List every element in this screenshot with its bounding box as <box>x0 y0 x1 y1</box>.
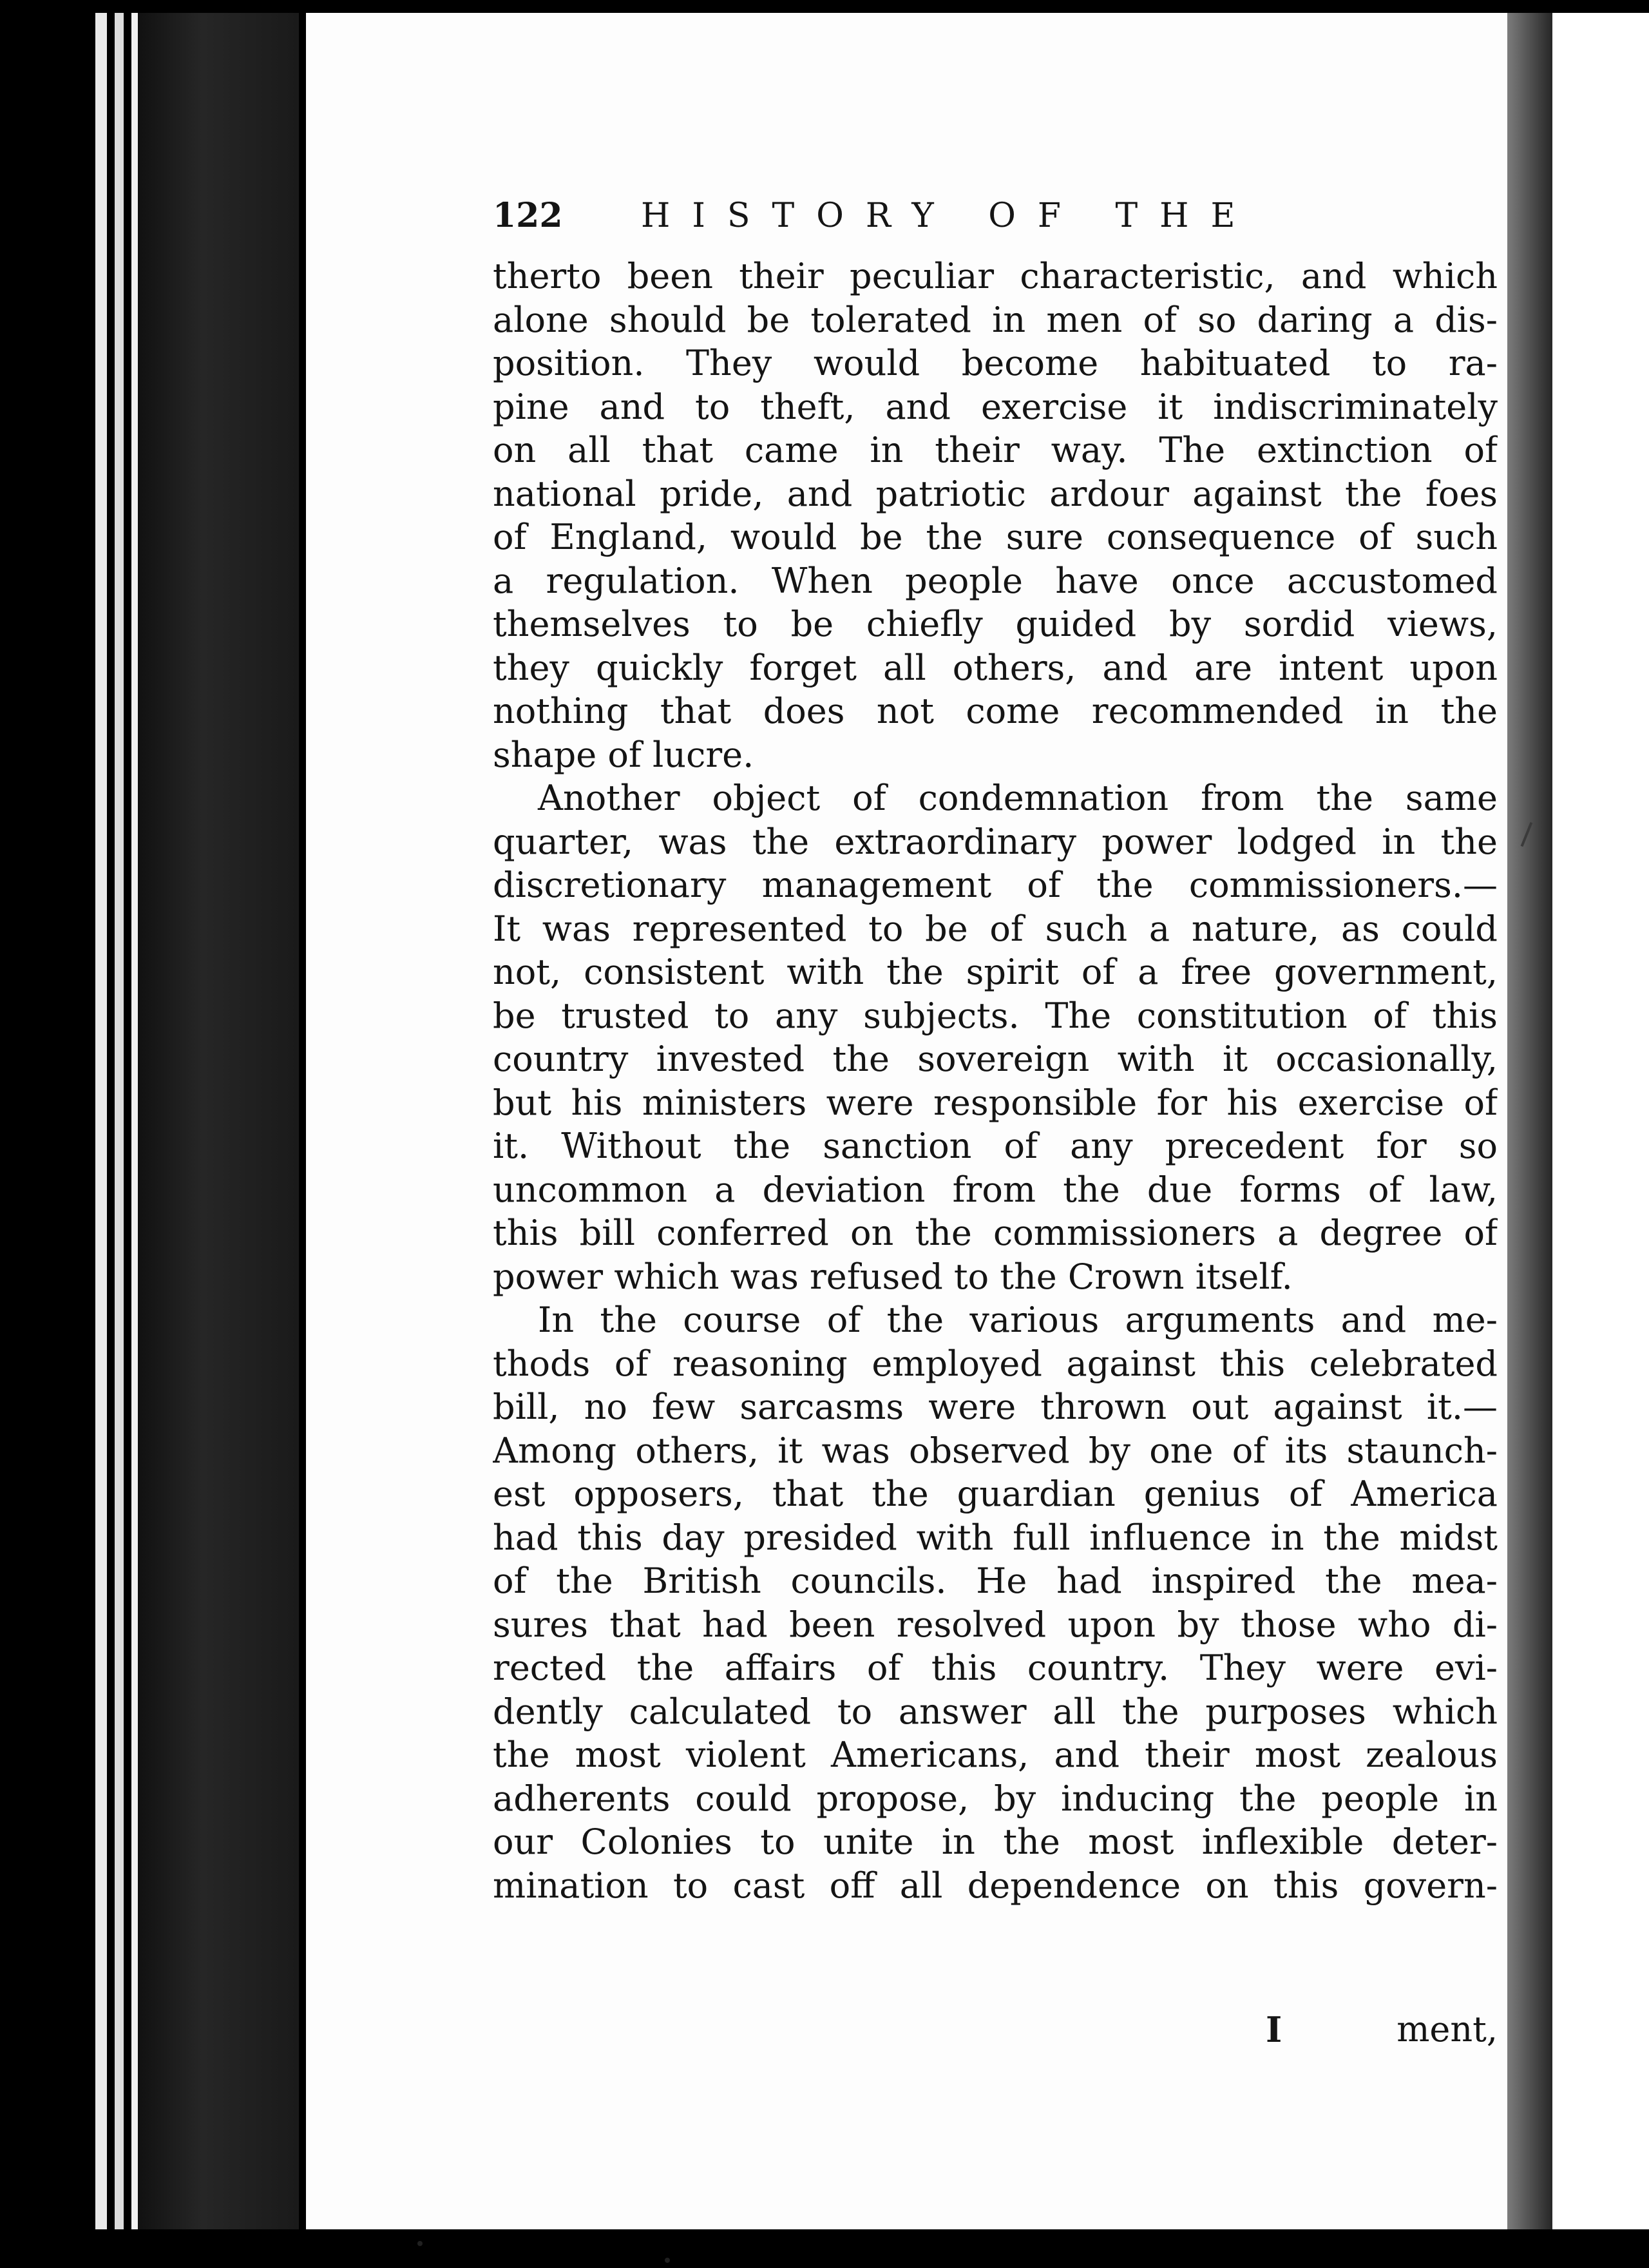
scan-speck <box>417 2241 423 2246</box>
page-edge <box>115 13 124 2229</box>
text-line: sures that had been resolved upon by those who di- <box>493 1604 1498 1645</box>
text-line: but his ministers were responsible for his exercise of <box>493 1082 1498 1123</box>
text-line: thods of reasoning employed against this celebrated <box>493 1343 1498 1384</box>
text-line: be trusted to any subjects. The constitution of this <box>493 995 1498 1036</box>
text-line: on all that came in their way. The extinction of <box>493 430 1498 470</box>
text-line: alone should be tolerated in men of so daring a dis- <box>493 299 1498 340</box>
page-edge <box>131 13 138 2229</box>
text-line: It was represented to be of such a nature, as could <box>493 908 1498 949</box>
text-line: had this day presided with full influence in the midst <box>493 1517 1498 1558</box>
signature-mark: I <box>1266 2009 1282 2050</box>
scan-speck <box>665 2258 670 2263</box>
text-line: of the British councils. He had inspired the mea- <box>493 1561 1498 1601</box>
text-line: uncommon a deviation from the due forms of law, <box>493 1169 1498 1210</box>
text-line: bill, no few sarcasms were thrown out against it.— <box>493 1387 1498 1427</box>
catchword: ment, <box>1396 2009 1498 2050</box>
book-gutter <box>1507 13 1552 2229</box>
text-line: pine and to theft, and exercise it indiscriminately <box>493 386 1498 427</box>
running-head <box>493 187 1523 245</box>
text-line: discretionary management of the commissioners.— <box>493 865 1498 905</box>
page-footer <box>493 2004 1498 2055</box>
text-line: position. They would become habituated to ra- <box>493 343 1498 383</box>
paragraph-start-line: In the course of the various arguments and me- <box>538 1300 1498 1340</box>
text-line: therto been their peculiar characteristic, and which <box>493 256 1498 296</box>
text-line: Among others, it was observed by one of its staunch- <box>493 1430 1498 1471</box>
page-number: 122 <box>493 196 563 235</box>
text-line: adherents could propose, by inducing the people in <box>493 1778 1498 1819</box>
facing-page <box>1552 13 1649 2229</box>
page-edge <box>95 13 107 2229</box>
running-title: HISTORY OF THE <box>641 197 1257 235</box>
text-line: not, consistent with the spirit of a free government, <box>493 952 1498 992</box>
text-line: rected the affairs of this country. They were evi- <box>493 1648 1498 1688</box>
paragraph-start-line: Another object of condemnation from the same <box>538 778 1498 818</box>
text-line: this bill conferred on the commissioners a degree of <box>493 1213 1498 1253</box>
text-line: quarter, was the extraordinary power lodged in the <box>493 821 1498 862</box>
text-line: nothing that does not come recommended in the <box>493 691 1498 731</box>
text-line: the most violent Americans, and their most zealous <box>493 1735 1498 1775</box>
text-line: of England, would be the sure consequence of such <box>493 517 1498 557</box>
page-stack-shadow <box>138 13 299 2229</box>
text-line: dently calculated to answer all the purposes which <box>493 1691 1498 1732</box>
text-line: they quickly forget all others, and are intent upon <box>493 647 1498 688</box>
book-page <box>306 13 1507 2229</box>
text-line: themselves to be chiefly guided by sordid views, <box>493 604 1498 644</box>
text-line: a regulation. When people have once accustomed <box>493 560 1498 601</box>
text-line: mination to cast off all dependence on this govern- <box>493 1865 1498 1906</box>
text-line: est opposers, that the guardian genius of America <box>493 1474 1498 1514</box>
body-text <box>493 255 1498 1907</box>
text-line: national pride, and patriotic ardour against the foes <box>493 473 1498 514</box>
text-line: shape of lucre. <box>493 734 754 775</box>
text-line: country invested the sovereign with it occasionally, <box>493 1039 1498 1079</box>
text-line: our Colonies to unite in the most inflexible deter- <box>493 1821 1498 1862</box>
text-line: power which was refused to the Crown itself. <box>493 1256 1293 1297</box>
text-line: it. Without the sanction of any precedent for so <box>493 1126 1498 1166</box>
